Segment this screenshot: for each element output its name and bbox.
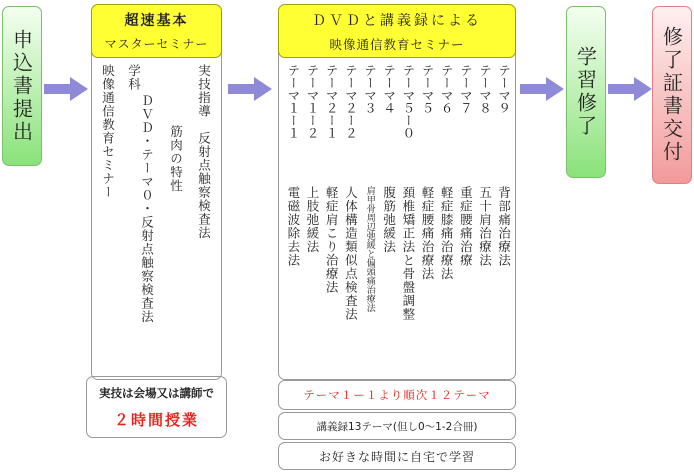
theme-column <box>302 64 321 254</box>
basic-col-1: 映像通信教育セミナー <box>100 64 116 199</box>
theme-number: テーマ１ー２ <box>304 64 320 139</box>
step-complete-box <box>566 6 606 178</box>
dvd-seminar-header <box>278 4 516 58</box>
basic-col-4: 筋肉の特性 <box>168 125 184 193</box>
theme-number: テーマ６ <box>439 64 455 114</box>
basic-col-2: 学科 <box>126 64 142 91</box>
theme-title: 重症腰痛治療 <box>458 186 474 267</box>
order-note: テーマ１ー１より順次１２テーマ <box>303 388 491 402</box>
theme-column <box>360 64 379 312</box>
step-apply-label: 申込書提出 <box>9 28 34 144</box>
practical-note: 実技は会場又は講師で <box>99 385 214 400</box>
basic-seminar-body <box>91 50 222 380</box>
theme-number: テーマ３ <box>362 64 378 114</box>
theme-column <box>436 64 455 281</box>
theme-title: 電磁波除去法 <box>285 186 301 267</box>
basic-col-5: 実技指導 反射点触察検査法 <box>196 64 212 240</box>
theme-number: テーマ５ <box>419 64 435 114</box>
basic-seminar-header <box>91 4 222 58</box>
theme-column <box>456 64 475 267</box>
dvd-seminar-subtitle: 映像通信教育セミナー <box>329 36 465 52</box>
step-apply-box <box>2 6 42 166</box>
basic-seminar-title: 超速基本 <box>124 13 189 29</box>
theme-column <box>417 64 436 281</box>
theme-title: 上肢弛緩法 <box>304 186 320 254</box>
basic-col-3: ＤＶＤ・テーマ０・反射点触察検査法 <box>139 94 155 324</box>
arrow-right-icon <box>520 77 566 101</box>
theme-column <box>321 64 340 294</box>
lecture-note-box <box>278 412 516 440</box>
theme-title: 肩甲骨周辺弛緩と偏頭痛治療法 <box>364 186 375 312</box>
lecture-note: 講義録13テーマ(但し0～1-2合冊) <box>316 420 478 433</box>
arrow-right-icon <box>44 77 90 101</box>
step-certificate-label: 修了証書交付 <box>659 26 684 164</box>
theme-number: テーマ９ <box>496 64 512 114</box>
theme-number: テーマ１ー１ <box>285 64 301 139</box>
theme-number: テーマ４ <box>381 64 397 114</box>
step-complete-label: 学習修了 <box>573 46 598 138</box>
home-note-box <box>278 442 516 470</box>
theme-number: テーマ２ー２ <box>343 64 359 139</box>
theme-title: 軽症膝痛治療法 <box>439 186 455 281</box>
order-note-box <box>278 380 516 410</box>
theme-title: 五十肩治療法 <box>477 186 493 267</box>
theme-column <box>494 64 513 267</box>
dvd-seminar-title: ＤＶＤと講義録による <box>312 12 482 29</box>
arrow-right-icon <box>228 77 274 101</box>
theme-title: 人体構造類似点検査法 <box>343 186 359 321</box>
theme-number: テーマ２ー１ <box>324 64 340 139</box>
theme-column <box>475 64 494 267</box>
basic-seminar-subtitle: マスターセミナー <box>104 37 209 51</box>
theme-column <box>379 64 398 254</box>
theme-list <box>283 64 513 374</box>
theme-title: 軽症腰痛治療法 <box>419 186 435 281</box>
theme-title: 背部痛治療法 <box>496 186 512 267</box>
theme-column <box>283 64 302 267</box>
home-note: お好きな時間に自宅で学習 <box>318 449 475 464</box>
theme-number: テーマ５ー０ <box>400 64 416 139</box>
theme-title: 腹筋弛緩法 <box>381 186 397 254</box>
theme-title: 頚椎矯正法と骨盤調整 <box>400 186 416 321</box>
theme-number: テーマ７ <box>458 64 474 114</box>
arrow-right-icon <box>608 77 654 101</box>
step-certificate-box <box>652 6 692 184</box>
basic-seminar-footer <box>86 376 227 438</box>
theme-title: 軽症肩こり治療法 <box>324 186 340 294</box>
two-hour-class: ２時間授業 <box>113 410 199 429</box>
theme-number: テーマ８ <box>477 64 493 114</box>
dvd-seminar-body <box>278 50 516 380</box>
theme-column <box>341 64 360 321</box>
theme-column <box>398 64 417 321</box>
